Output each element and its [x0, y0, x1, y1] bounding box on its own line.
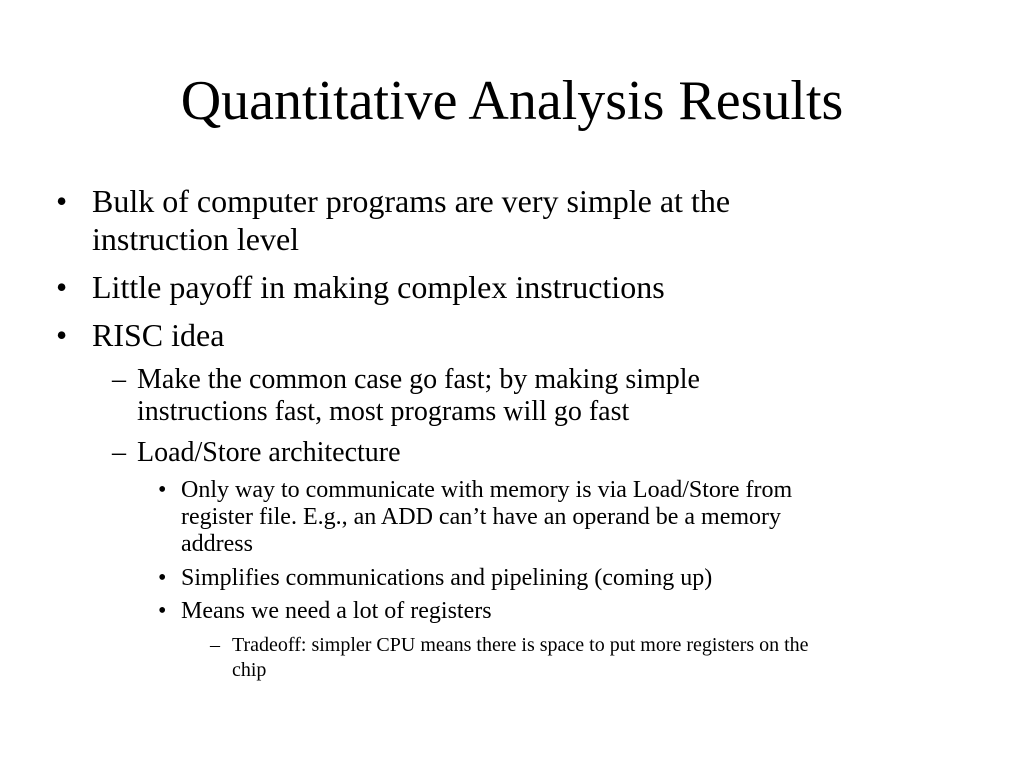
bullet-marker: • [158, 477, 167, 503]
dash-marker: – [210, 634, 220, 656]
bullet-bulk-programs-line1: Bulk of computer programs are very simple at the [92, 183, 731, 219]
bullet-marker: • [56, 317, 68, 353]
point-simplifies-pipelining: Simplifies communications and pipelining (coming up) [181, 565, 713, 591]
subpoint-common-case-line1: Make the common case go fast; by making simple [137, 364, 700, 395]
slide-title: Quantitative Analysis Results [180, 70, 844, 132]
point-memory-access-line3: address [181, 531, 253, 557]
bullet-little-payoff: Little payoff in making complex instructions [92, 269, 665, 305]
subpoint-common-case-line2: instructions fast, most programs will go fast [137, 396, 630, 427]
point-many-registers: Means we need a lot of registers [181, 598, 492, 624]
bullet-marker: • [158, 565, 167, 591]
dash-marker: – [112, 437, 126, 468]
point-memory-access-line2: register file. E.g., an ADD can’t have an operand be a memory [181, 504, 781, 530]
bullet-marker: • [56, 269, 68, 305]
subpoint-tradeoff-line1: Tradeoff: simpler CPU means there is space to put more registers on the [232, 634, 809, 656]
dash-marker: – [112, 364, 126, 395]
bullet-marker: • [56, 183, 68, 219]
subpoint-load-store: Load/Store architecture [137, 437, 401, 468]
bullet-risc-idea: RISC idea [92, 317, 225, 353]
point-memory-access-line1: Only way to communicate with memory is via Load/Store from [181, 477, 793, 503]
bullet-bulk-programs-line2: instruction level [92, 221, 300, 257]
subpoint-tradeoff-line2: chip [232, 659, 267, 681]
bullet-marker: • [158, 598, 167, 624]
